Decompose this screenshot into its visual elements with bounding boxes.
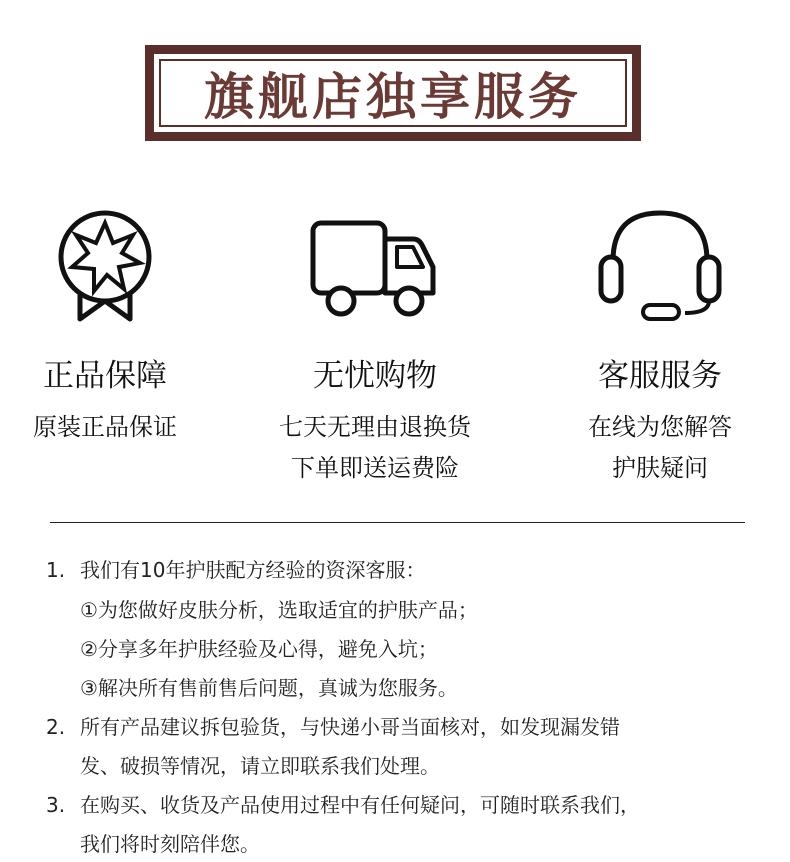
feature-worry-free <box>255 205 495 482</box>
note-number-1: 1. <box>46 558 66 582</box>
headset-icon <box>595 205 725 323</box>
feature-desc-customer-service-1: 在线为您解答 <box>588 413 732 441</box>
note-1-line-2: ①为您做好皮肤分析，选取适宜的护肤产品； <box>80 598 478 622</box>
note-3-line-1: 在购买、收货及产品使用过程中有任何疑问，可随时联系我们， <box>80 793 640 817</box>
note-2-line-2: 发、破损等情况，请立即联系我们处理。 <box>80 754 440 778</box>
note-number-3: 3. <box>46 793 66 817</box>
feature-desc-customer-service-2: 护肤疑问 <box>612 454 708 482</box>
feature-title-authentic: 正品保障 <box>43 358 167 394</box>
feature-customer-service <box>540 205 780 482</box>
section-divider <box>50 522 745 523</box>
note-2-line-1: 所有产品建议拆包验货，与快递小哥当面核对，如发现漏发错 <box>80 715 620 739</box>
title-banner <box>145 45 641 141</box>
feature-authentic <box>0 205 225 441</box>
feature-title-worry-free: 无忧购物 <box>313 358 437 394</box>
feature-desc-authentic: 原装正品保证 <box>33 413 177 441</box>
feature-desc-worry-free-1: 七天无理由退换货 <box>279 413 471 441</box>
note-1-line-4: ③解决所有售前售后问题，真诚为您服务。 <box>80 676 458 700</box>
feature-title-customer-service: 客服服务 <box>598 358 722 394</box>
feature-desc-worry-free-2: 下单即送运费险 <box>291 454 459 482</box>
award-badge-icon <box>50 205 160 325</box>
banner-title: 旗舰店独享服务 <box>204 67 582 126</box>
note-3-line-2: 我们将时刻陪伴您。 <box>80 832 260 856</box>
note-1-line-3: ②分享多年护肤经验及心得，避免入坑； <box>80 637 438 661</box>
title-banner-inner-frame <box>159 59 627 127</box>
delivery-truck-icon <box>305 205 445 320</box>
note-number-2: 2. <box>46 715 66 739</box>
note-1-line-1: 我们有10年护肤配方经验的资深客服： <box>80 558 426 582</box>
